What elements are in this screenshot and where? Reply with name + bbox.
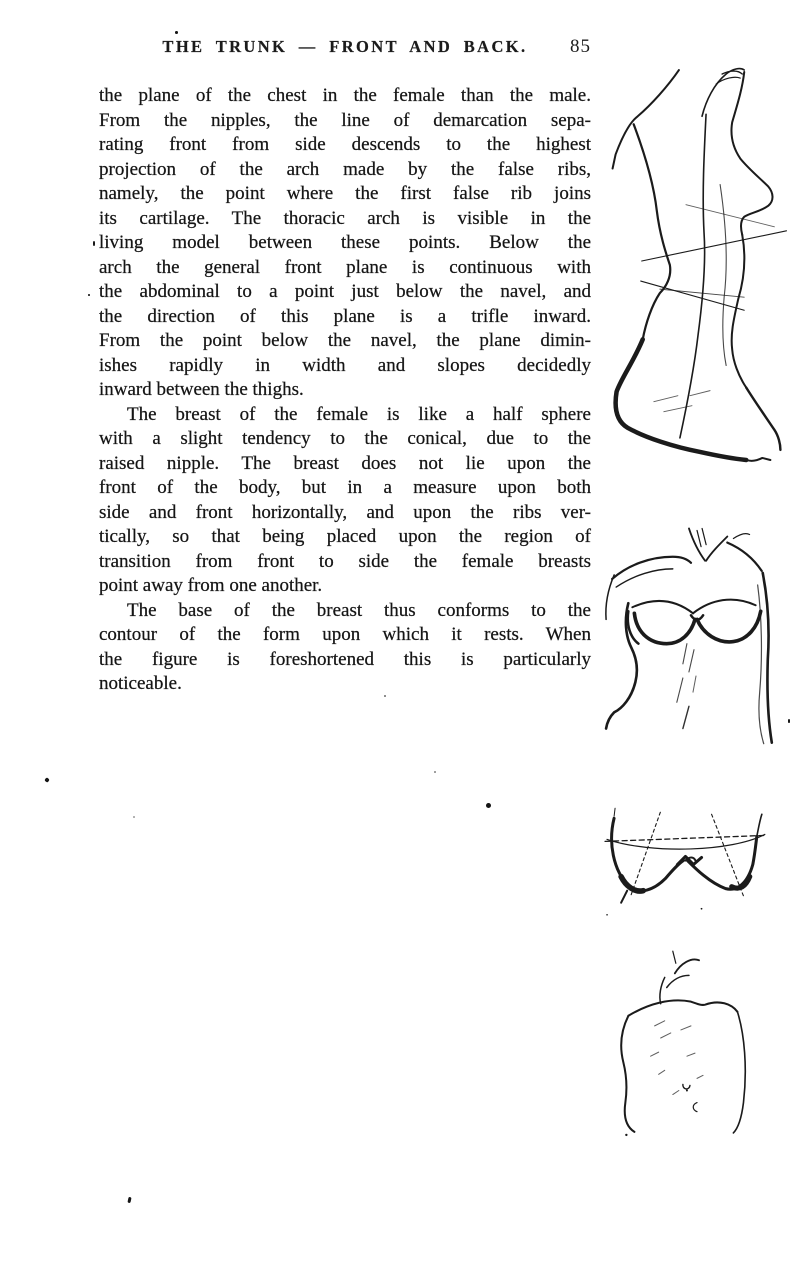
body-text-column — [99, 84, 591, 697]
text-line: From the point below the navel, the plane dimin- — [99, 330, 591, 351]
text-line: living model between these points. Below the — [99, 232, 591, 253]
scan-speck — [44, 777, 50, 783]
text-line: The breast of the female is like a half sphere — [127, 403, 591, 425]
text-line: with a slight tendency to the conical, due to the — [99, 428, 591, 449]
text-line: the plane of the chest in the female than the male. — [99, 85, 591, 106]
text-line: arch the general front plane is continuous with — [99, 256, 591, 278]
text-line: its cartilage. The thoracic arch is visible in the — [99, 207, 591, 229]
scan-speck — [133, 816, 135, 818]
scan-speck — [93, 241, 95, 246]
text-line: rating front from side descends to the highest — [99, 134, 591, 155]
page-number: 85 — [570, 36, 591, 57]
chapter-title: THE TRUNK — FRONT AND BACK. — [162, 37, 528, 56]
text-line: The base of the breast thus conforms to the — [127, 599, 591, 621]
scan-speck — [127, 1197, 131, 1203]
text-line: raised nipple. The breast does not lie upon the — [99, 452, 591, 474]
text-line: inward between the thighs. — [99, 379, 304, 400]
scan-speck — [486, 803, 491, 808]
figure-torso-foreshortened-sketch — [598, 933, 790, 1145]
text-line: transition from front to side the female breasts — [99, 550, 591, 572]
paragraph — [99, 599, 591, 697]
paragraph — [99, 84, 591, 403]
running-header — [99, 37, 591, 61]
paragraph — [99, 403, 591, 599]
figure-chest-front-sketch — [598, 513, 790, 748]
text-line: the abdominal to a point just below the navel, and — [99, 281, 591, 302]
figure-breast-diagram — [597, 793, 793, 926]
text-line: projection of the arch made by the false ribs, — [99, 158, 591, 180]
text-line: tically, so that being placed upon the region of — [99, 526, 591, 547]
text-line: the figure is foreshortened this is particularly — [99, 648, 591, 670]
text-line: the direction of this plane is a trifle inward. — [99, 305, 591, 327]
scan-speck — [384, 695, 386, 697]
text-line: contour of the form upon which it rests. When — [99, 624, 591, 645]
scan-speck — [88, 294, 90, 296]
scan-speck — [788, 719, 790, 723]
text-line: namely, the point where the first false rib joins — [99, 183, 591, 204]
text-line: From the nipples, the line of demarcation sepa- — [99, 109, 591, 131]
scan-speck — [434, 771, 436, 773]
text-line: ishes rapidly in width and slopes decidedly — [99, 354, 591, 376]
text-line: front of the body, but in a measure upon both — [99, 477, 591, 498]
text-line: side and front horizontally, and upon the ribs ver- — [99, 501, 591, 523]
scan-speck — [175, 31, 178, 34]
figure-torso-side-sketch — [593, 64, 800, 466]
text-line: point away from one another. — [99, 575, 323, 596]
text-line: noticeable. — [99, 673, 182, 694]
